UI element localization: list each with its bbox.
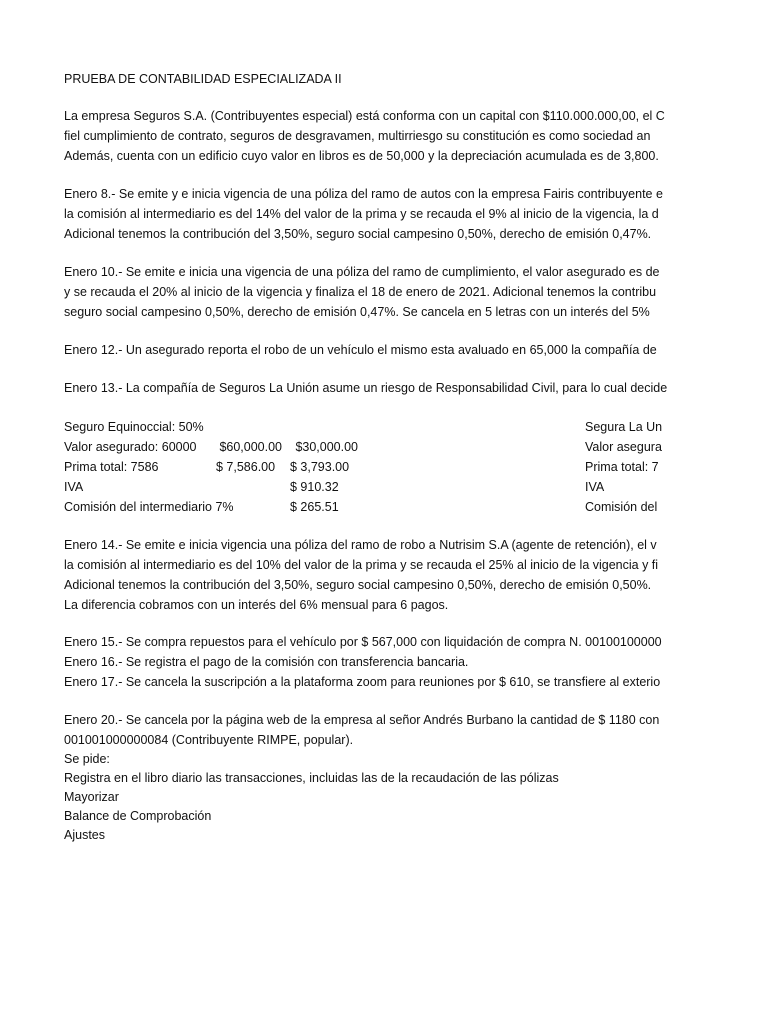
enero14-line: La diferencia cobramos con un interés del 6% mensual para 6 pagos.: [64, 598, 449, 612]
enero15-line: Enero 15.- Se compra repuestos para el vehículo por $ 567,000 con liquidación de compra N. 00100100000: [64, 635, 662, 649]
table-cell-value: $ 265.51: [290, 500, 339, 514]
enero20-line: Enero 20.- Se cancela por la página web de la empresa al señor Andrés Burbano la cantidad de $ 1180 con: [64, 713, 660, 727]
enero17-line: Enero 17.- Se cancela la suscripción a la plataforma zoom para reuniones por $ 610, se transfiere al exterio: [64, 675, 661, 689]
table-cell-value: $60,000.00: [219, 440, 282, 454]
table-row-label: IVA: [64, 480, 84, 494]
table-row-label: Segura La Un: [585, 420, 663, 434]
enero14-line: Enero 14.- Se emite e inicia vigencia una póliza del ramo de robo a Nutrisim S.A (agente de retención), el v: [64, 538, 657, 552]
table-row-label: Prima total: 7586: [64, 460, 159, 474]
enero16-line: Enero 16.- Se registra el pago de la comisión con transferencia bancaria.: [64, 655, 469, 669]
intro-line: La empresa Seguros S.A. (Contribuyentes especial) está conforma con un capital con $110.000.000,00, el C: [64, 109, 665, 123]
table-cell-value: $ 910.32: [290, 480, 339, 494]
task-item: Mayorizar: [64, 790, 119, 804]
enero10-line: Enero 10.- Se emite e inicia una vigencia de una póliza del ramo de cumplimiento, el valor asegurado es de: [64, 265, 660, 279]
document-title: PRUEBA DE CONTABILIDAD ESPECIALIZADA II: [64, 72, 342, 86]
table-row-label: Prima total: 7: [585, 460, 659, 474]
intro-line: fiel cumplimiento de contrato, seguros de desgravamen, multirriesgo su constitución es como sociedad an: [64, 129, 651, 143]
table-row-label: Comisión del: [585, 500, 658, 514]
enero14-line: Adicional tenemos la contribución del 3,50%, seguro social campesino 0,50%, derecho de emisión 0,50%.: [64, 578, 652, 592]
task-item: Ajustes: [64, 828, 105, 842]
enero8-line: Adicional tenemos la contribución del 3,50%, seguro social campesino 0,50%, derecho de emisión 0,47%.: [64, 227, 652, 241]
table-cell-value: $30,000.00: [295, 440, 358, 454]
enero10-line: seguro social campesino 0,50%, derecho de emisión 0,47%. Se cancela en 5 letras con un interés del 5%: [64, 305, 650, 319]
enero8-line: Enero 8.- Se emite y e inicia vigencia de una póliza del ramo de autos con la empresa Fairis contribuyente e: [64, 187, 663, 201]
table-cell-value: $ 7,586.00: [216, 460, 276, 474]
enero14-line: la comisión al intermediario es del 10% del valor de la prima y se recauda el 25% al inicio de la vigencia y fi: [64, 558, 659, 572]
table-row-label: Seguro Equinoccial: 50%: [64, 420, 204, 434]
task-item: Balance de Comprobación: [64, 809, 212, 823]
table-row-label: Valor asegura: [585, 440, 662, 454]
table-cell-value: $ 3,793.00: [290, 460, 350, 474]
enero20-line: 001001000000084 (Contribuyente RIMPE, popular).: [64, 733, 354, 747]
enero13-line: Enero 13.- La compañía de Seguros La Unión asume un riesgo de Responsabilidad Civil, para lo cual decide: [64, 381, 668, 395]
table-row-label: IVA: [585, 480, 605, 494]
enero12-line: Enero 12.- Un asegurado reporta el robo de un vehículo el mismo esta avaluado en 65,000 la compañía de: [64, 343, 657, 357]
se-pide-heading: Se pide:: [64, 752, 110, 766]
table-row-label: Valor asegurado: 60000: [64, 440, 197, 454]
enero8-line: la comisión al intermediario es del 14% del valor de la prima y se recauda el 9% al inicio de la vigencia, la d: [64, 207, 659, 221]
enero10-line: y se recauda el 20% al inicio de la vigencia y finaliza el 18 de enero de 2021. Adicional tenemos la contribu: [64, 285, 657, 299]
task-item: Registra en el libro diario las transacciones, incluidas las de la recaudación de las pólizas: [64, 771, 559, 785]
intro-line: Además, cuenta con un edificio cuyo valor en libros es de 50,000 y la depreciación acumulada es de 3,800.: [64, 149, 659, 163]
table-row-label: Comisión del intermediario 7%: [64, 500, 234, 514]
